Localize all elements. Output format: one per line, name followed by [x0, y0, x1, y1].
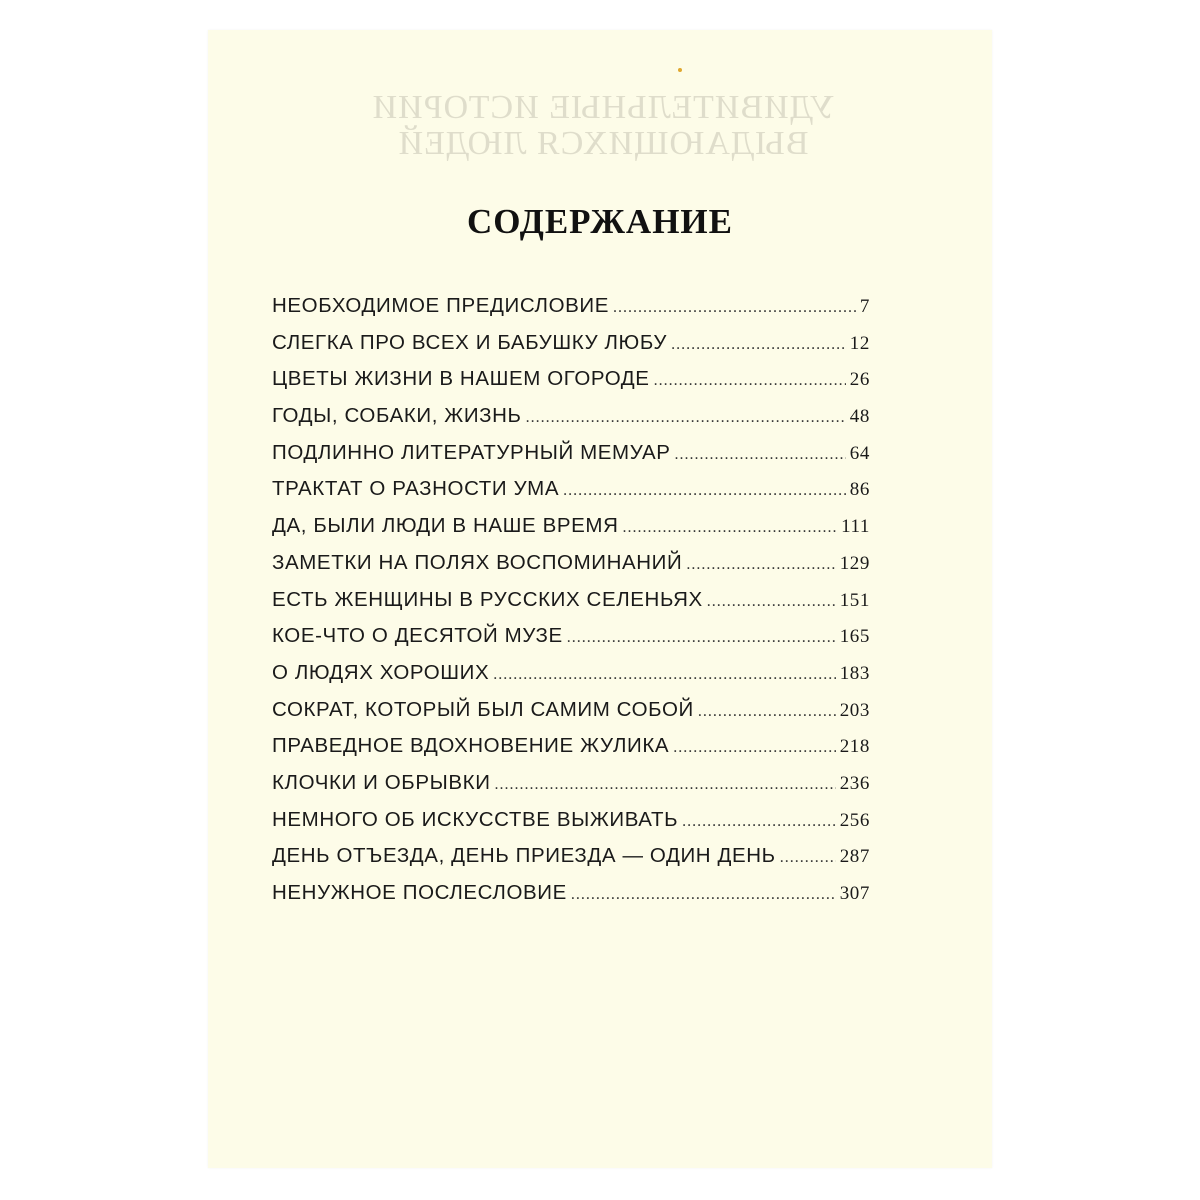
toc-leader-dots [671, 336, 846, 354]
toc-leader-dots [571, 886, 836, 904]
toc-entry-page-number: 236 [839, 772, 870, 794]
toc-entry-page-number: 287 [839, 846, 870, 868]
toc-entry [272, 404, 870, 441]
toc-entry-title: ДА, БЫЛИ ЛЮДИ В НАШЕ ВРЕМЯ [272, 514, 619, 538]
toc-leader-dots [623, 519, 838, 537]
toc-entry [272, 367, 870, 404]
paper-speck [678, 68, 682, 72]
toc-leader-dots [613, 299, 856, 317]
toc-leader-dots [654, 372, 846, 390]
toc-entry-title: ГОДЫ, СОБАКИ, ЖИЗНЬ [272, 404, 522, 428]
toc-entry [272, 588, 870, 625]
page-title: СОДЕРЖАНИЕ [466, 202, 733, 241]
toc-entry [272, 771, 870, 808]
toc-entry [272, 477, 870, 514]
toc-leader-dots [675, 446, 846, 464]
toc-entry [272, 881, 870, 918]
toc-entry [272, 844, 870, 881]
toc-entry [272, 698, 870, 735]
toc-entry-page-number: 307 [839, 883, 870, 904]
toc-entry-page-number: 183 [839, 662, 870, 684]
toc-entry-title: КЛОЧКИ И ОБРЫВКИ [272, 770, 491, 794]
toc-entry-page-number: 64 [849, 442, 870, 464]
toc-entry-page-number: 26 [849, 369, 870, 391]
toc-entry-title: ЦВЕТЫ ЖИЗНИ В НАШЕМ ОГОРОДЕ [272, 367, 650, 391]
toc-entry [272, 514, 870, 551]
toc-entry [272, 441, 870, 478]
toc-leader-dots [673, 739, 835, 757]
toc-leader-dots [698, 703, 836, 721]
table-of-contents [272, 294, 870, 918]
toc-entry-page-number: 151 [839, 589, 870, 611]
toc-entry-page-number: 256 [839, 809, 870, 831]
book-page [208, 30, 992, 1168]
toc-leader-dots [682, 813, 836, 831]
toc-leader-dots [567, 629, 836, 647]
toc-leader-dots [495, 776, 836, 794]
toc-entry-title: НЕОБХОДИМОЕ ПРЕДИСЛОВИЕ [272, 294, 610, 317]
toc-entry-page-number: 218 [839, 736, 870, 758]
toc-entry-title: НЕНУЖНОЕ ПОСЛЕСЛОВИЕ [272, 881, 567, 904]
toc-leader-dots [493, 666, 835, 684]
toc-entry-title: КОЕ-ЧТО О ДЕСЯТОЙ МУЗЕ [272, 624, 563, 648]
toc-entry [272, 294, 870, 331]
toc-entry-title: НЕМНОГО ОБ ИСКУССТВЕ ВЫЖИВАТЬ [272, 807, 679, 831]
toc-entry-page-number: 7 [859, 296, 870, 317]
toc-entry-page-number: 86 [849, 479, 870, 501]
toc-entry-title: СОКРАТ, КОТОРЫЙ БЫЛ САМИМ СОБОЙ [272, 697, 694, 721]
toc-entry-title: ПОДЛИННО ЛИТЕРАТУРНЫЙ МЕМУАР [272, 440, 671, 464]
toc-entry-title: ДЕНЬ ОТЪЕЗДА, ДЕНЬ ПРИЕЗДА — ОДИН ДЕНЬ [272, 844, 776, 868]
toc-entry-title: ТРАКТАТ О РАЗНОСТИ УМА [272, 477, 560, 501]
toc-entry-page-number: 12 [849, 332, 870, 354]
toc-entry [272, 331, 870, 368]
toc-leader-dots [780, 849, 836, 867]
toc-entry-title: ЕСТЬ ЖЕНЩИНЫ В РУССКИХ СЕЛЕНЬЯХ [272, 587, 703, 611]
toc-entry-title: О ЛЮДЯХ ХОРОШИХ [272, 660, 490, 684]
toc-entry [272, 551, 870, 588]
toc-entry-title: СЛЕГКА ПРО ВСЕХ И БАБУШКУ ЛЮБУ [272, 330, 668, 354]
bleed-through-text: УДИВИТЕЛЬНЫЕ ИСТОРИИ ВЫДАЮЩИХСЯ ЛЮДЕЙ [371, 89, 835, 162]
toc-entry-page-number: 203 [839, 699, 870, 721]
toc-leader-dots [686, 556, 835, 574]
toc-entry-page-number: 165 [839, 626, 870, 648]
toc-entry-page-number: 48 [849, 406, 870, 428]
toc-leader-dots [707, 593, 836, 611]
toc-entry [272, 734, 870, 771]
toc-entry-title: ЗАМЕТКИ НА ПОЛЯХ ВОСПОМИНАНИЙ [272, 550, 683, 574]
toc-entry-page-number: 111 [841, 516, 870, 538]
toc-leader-dots [563, 482, 846, 500]
toc-entry [272, 624, 870, 661]
toc-leader-dots [526, 409, 846, 427]
toc-entry-page-number: 129 [839, 552, 870, 574]
toc-entry [272, 661, 870, 698]
toc-entry [272, 808, 870, 845]
toc-entry-title: ПРАВЕДНОЕ ВДОХНОВЕНИЕ ЖУЛИКА [272, 734, 670, 758]
